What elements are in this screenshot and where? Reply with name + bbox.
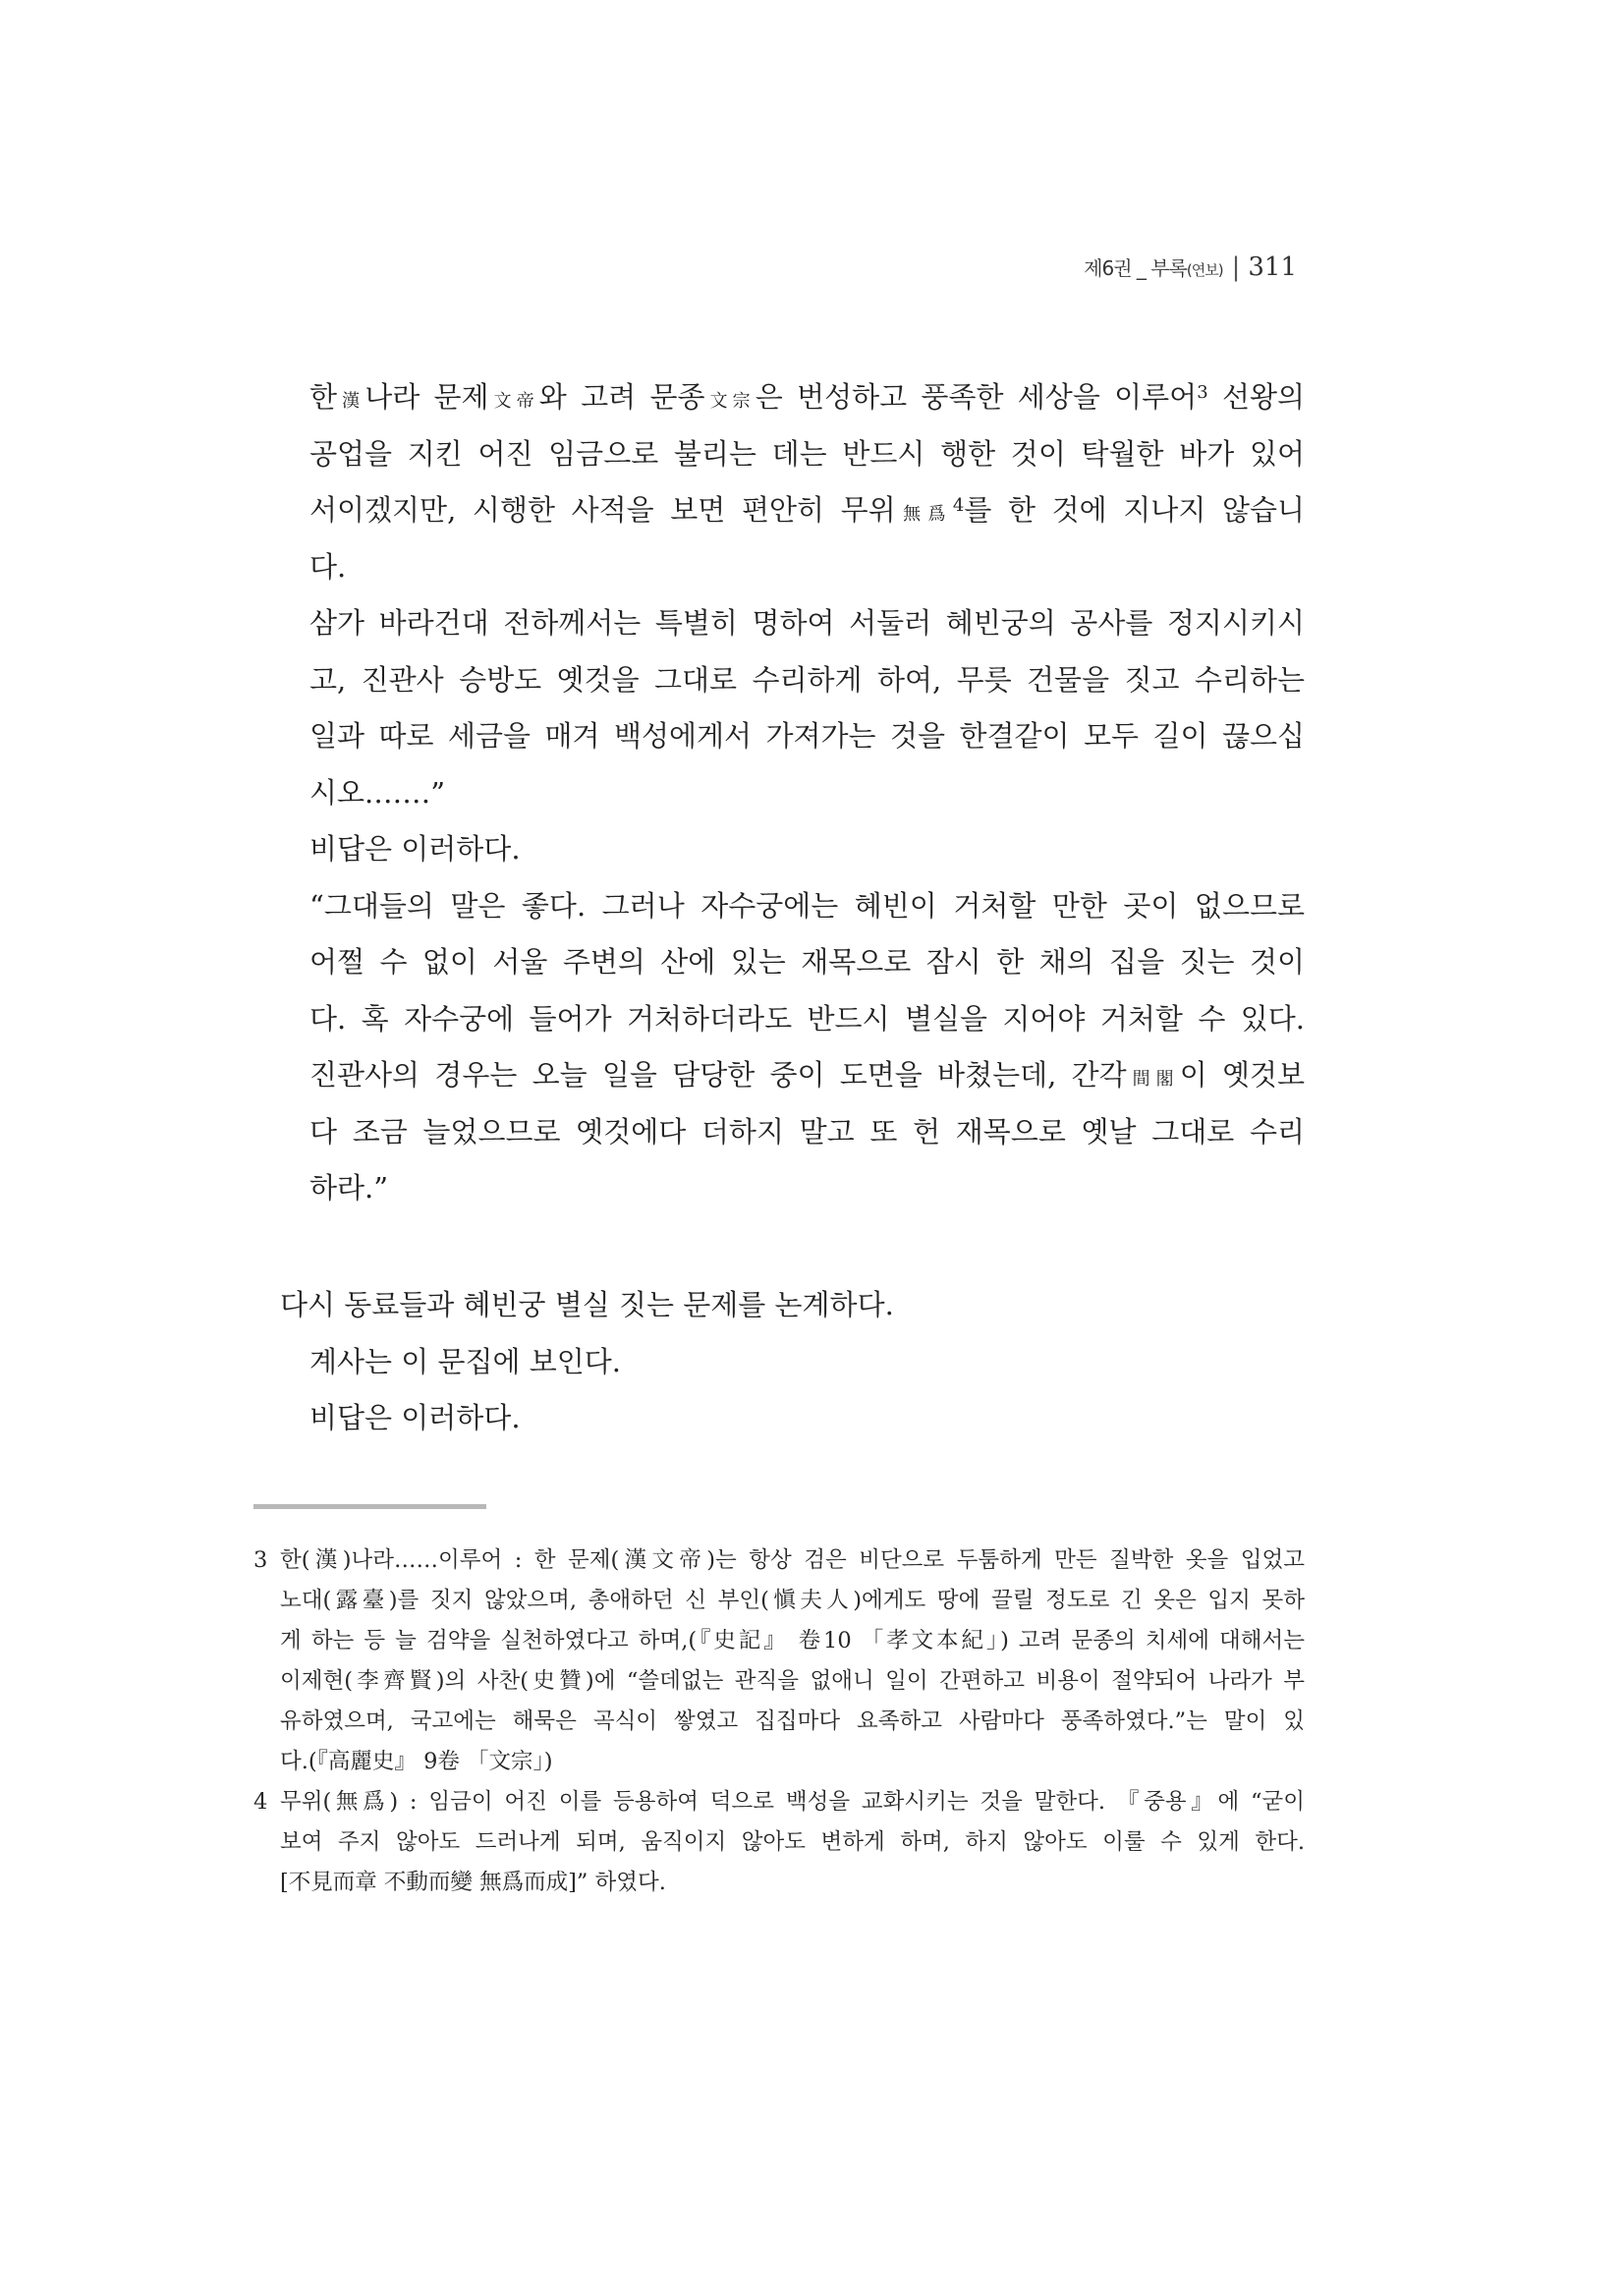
memorial-line: 삼가 바라건대 전하께서는 특별히 명하여 서둘러 혜빈궁의 공사를 정지시키시 xyxy=(309,606,1305,640)
memorial-line xyxy=(309,482,1305,539)
text-run: 은 번성하고 풍족한 세상을 이루어 xyxy=(755,380,1198,414)
text-run: 진관사의 경우는 오늘 일을 담당한 중이 도면을 바쳤는데, 간각 xyxy=(309,1058,1127,1092)
entry-block xyxy=(280,1277,1305,1447)
text-run: 한 xyxy=(309,380,338,414)
hanja-gloss: 無爲 xyxy=(895,504,953,525)
footnote-line xyxy=(253,1782,1305,1822)
entry-reply-intro: 비답은 이러하다. xyxy=(309,1401,521,1434)
hanja-gloss: 間閣 xyxy=(1126,1069,1180,1090)
reply-line: 하라.” xyxy=(309,1171,389,1204)
running-head-title: 제6권 _ 부록 xyxy=(1084,256,1187,280)
memorial-line: 일과 따로 세금을 매겨 백성에게서 가져가는 것을 한결같이 모두 길이 끊으십 xyxy=(309,719,1305,753)
text-run: 선왕의 xyxy=(1207,380,1305,414)
hanja-gloss: 文宗 xyxy=(704,391,756,412)
running-head-divider: | xyxy=(1231,252,1240,282)
text-run: 를 한 것에 지나지 않습니 xyxy=(964,493,1306,527)
reply-intro: 비답은 이러하다. xyxy=(309,832,521,866)
memorial-line xyxy=(309,369,1305,426)
footnote-line: [不見而章 不動而變 無爲而成]” 하였다. xyxy=(280,1870,666,1895)
text-run: 이 옛것보 xyxy=(1179,1058,1305,1092)
memorial-line: 시오.……” xyxy=(309,775,446,810)
text-run: 서이겠지만, 시행한 사적을 보면 편안히 무위 xyxy=(309,493,896,527)
reply-line: “그대들의 말은 좋다. 그러나 자수궁에는 혜빈이 거처할 만한 곳이 없으므로 xyxy=(309,888,1305,923)
text-run: 와 고려 문종 xyxy=(538,380,705,414)
footnote-line: 게 하는 등 늘 검약을 실천하였다고 하며,(『史記』 卷10 「孝文本紀」) 고려 문종의 치세에 대해서는 xyxy=(280,1628,1305,1653)
footnote-text: 무위(無爲) : 임금이 어진 이를 등용하여 덕으로 백성을 교화시키는 것을 말한다. 『중용』에 “굳이 xyxy=(280,1789,1305,1815)
footnote-line: 유하였으며, 국고에는 해묵은 곡식이 쌓였고 집집마다 요족하고 사람마다 풍족하였다.”는 말이 있 xyxy=(280,1708,1305,1734)
footnote-line: 노대(露臺)를 짓지 않았으며, 총애하던 신 부인(愼夫人)에게도 땅에 끌릴 정도로 긴 옷은 입지 못하 xyxy=(280,1588,1305,1613)
memorial-line: 다. xyxy=(309,549,347,584)
memorial-line: 공업을 지킨 어진 임금으로 불리는 데는 반드시 행한 것이 탁월한 바가 있어 xyxy=(309,436,1305,471)
footnote-line: 다.(『高麗史』 9卷 「文宗」) xyxy=(280,1749,553,1774)
footnote-line xyxy=(253,1540,1305,1581)
memorial-line: 고, 진관사 승방도 옛것을 그대로 수리하게 하여, 무릇 건물을 짓고 수리하는 xyxy=(309,662,1305,697)
reply-line: 다. 혹 자수궁에 들어가 거처하더라도 반드시 별실을 지어야 거처할 수 있다. xyxy=(309,1001,1305,1036)
hanja-gloss: 漢 xyxy=(337,391,365,412)
footnote-ref: 3 xyxy=(1197,382,1208,404)
footnote-divider xyxy=(253,1504,486,1509)
reply-line xyxy=(309,1047,1305,1104)
footnote-number: 3 xyxy=(253,1547,268,1573)
footnote-ref: 4 xyxy=(952,495,965,517)
memorial-text xyxy=(309,369,1305,1217)
text-run: 나라 문제 xyxy=(364,380,489,414)
footnote-text: 한(漢)나라……이루어 : 한 문제(漢文帝)는 항상 검은 비단으로 두툼하게 만든 질박한 옷을 입었고 xyxy=(280,1547,1305,1573)
reply-line: 다 조금 늘었으므로 옛것에다 더하지 말고 또 헌 재목으로 옛날 그대로 수리 xyxy=(309,1114,1305,1148)
footnotes xyxy=(253,1540,1305,1903)
footnote-number: 4 xyxy=(253,1789,268,1815)
running-head xyxy=(1084,250,1297,285)
footnote-line: 보여 주지 않아도 드러나게 되며, 움직이지 않아도 변하게 하며, 하지 않아도 이룰 수 있게 한다. xyxy=(280,1829,1305,1855)
entry-heading: 다시 동료들과 혜빈궁 별실 짓는 문제를 논계하다. xyxy=(280,1288,894,1321)
hanja-gloss: 文帝 xyxy=(488,391,539,412)
running-head-subtitle: (연보) xyxy=(1186,261,1223,279)
entry-note: 계사는 이 문집에 보인다. xyxy=(309,1344,622,1378)
footnote-line: 이제현(李齊賢)의 사찬(史贊)에 “쓸데없는 관직을 없애니 일이 간편하고 비용이 절약되어 나라가 부 xyxy=(280,1668,1305,1694)
reply-line: 어쩔 수 없이 서울 주변의 산에 있는 재목으로 잠시 한 채의 집을 짓는 것이 xyxy=(309,945,1305,979)
page-number: 311 xyxy=(1248,252,1297,282)
